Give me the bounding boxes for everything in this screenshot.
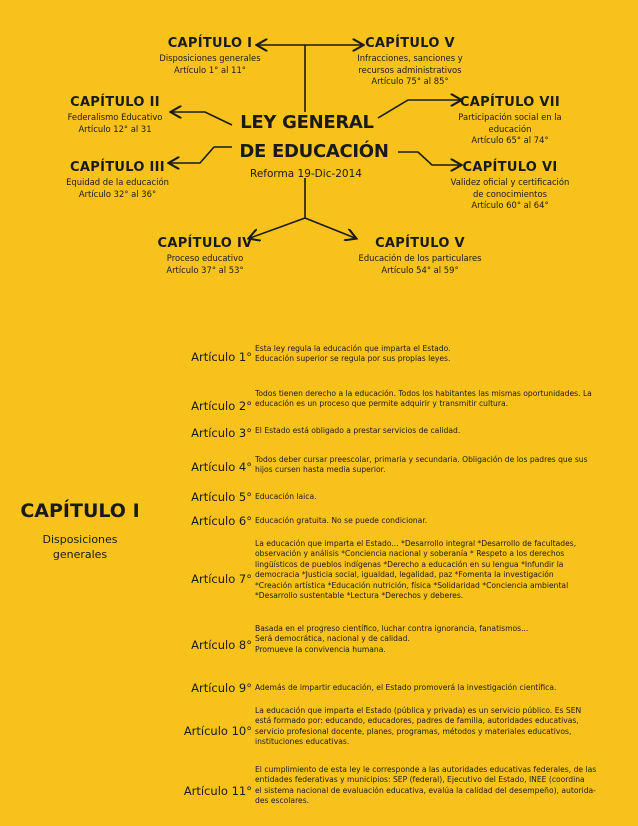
article-line: hijos cursen hasta media superior. bbox=[255, 465, 386, 475]
node-desc: Artículo 37° al 53° bbox=[166, 264, 244, 275]
article-label: Artículo 4° bbox=[191, 460, 252, 474]
node-desc: de conocimientos bbox=[473, 188, 547, 199]
center-title-line2: DE EDUCACIÓN bbox=[239, 141, 389, 162]
article-line: el sistema nacional de evaluación educativa, evalúa la calidad del desempeño), autorida- bbox=[255, 785, 596, 795]
node-desc: Artículo 32° al 36° bbox=[78, 188, 157, 199]
article-line: Todos deber cursar preescolar, primaria y secundaria. Obligación de los padres que sus bbox=[255, 455, 588, 464]
node-cap2 bbox=[55, 95, 175, 135]
article-line: des escolares. bbox=[255, 796, 310, 806]
article-line: La educación que imparta el Estado... *Desarrollo integral *Desarrollo de facultades, bbox=[255, 539, 577, 548]
article-label: Artículo 8° bbox=[191, 638, 252, 652]
arrow-cap5-bottom bbox=[305, 218, 355, 238]
side-chapter bbox=[18, 500, 142, 562]
side-desc-line1: Disposiciones bbox=[42, 533, 118, 546]
arrow-cap2 bbox=[172, 112, 232, 125]
side-desc-line2: generales bbox=[52, 548, 108, 561]
article-label: Artículo 7° bbox=[191, 572, 252, 586]
node-cap6 bbox=[440, 160, 580, 212]
article-text bbox=[255, 624, 610, 655]
node-desc: Artículo 65° al 74° bbox=[471, 135, 549, 145]
article-line: observación y análisis *Conciencia nacional y soberanía * Respeto a los derechos bbox=[255, 549, 565, 559]
article-line: *Creación artística *Educación nutrición, física *Solidaridad *Conciencia ambiental bbox=[255, 580, 569, 590]
article-label: Artículo 11° bbox=[183, 784, 252, 798]
node-desc: Disposiciones generales bbox=[159, 53, 261, 63]
node-title: CAPÍTULO VI bbox=[462, 160, 558, 175]
node-title: CAPÍTULO II bbox=[70, 95, 160, 110]
article-line: lingüísticos de pueblos indígenas *Derecho a educación en su lengua *Infundir la bbox=[255, 559, 564, 569]
article-line: El Estado está obligado a prestar servicios de calidad. bbox=[255, 426, 461, 435]
node-desc: Validez oficial y certificación bbox=[450, 177, 570, 187]
article-line: educación es un proceso que permite adquirir y transmitir cultura. bbox=[255, 399, 509, 409]
node-desc: Artículo 75° al 85° bbox=[371, 76, 449, 86]
node-title: CAPÍTULO III bbox=[70, 160, 165, 175]
node-desc: recursos administrativos bbox=[358, 64, 462, 75]
article-line: servicio profesional docente, planes, programas, métodos y materiales educativos, bbox=[255, 726, 572, 736]
article-line: Promueve la convivencia humana. bbox=[255, 644, 386, 654]
article-line: Basada en el progreso científico, luchar contra ignorancia, fanatismos... bbox=[255, 624, 529, 633]
article-line: El cumplimiento de esta ley le corresponde a las autoridades educativas federales, de las bbox=[255, 765, 597, 774]
node-desc: Artículo 54° al 59° bbox=[381, 264, 459, 275]
article-label: Artículo 1° bbox=[191, 350, 252, 364]
node-desc: Proceso educativo bbox=[166, 253, 244, 263]
article-line: Educación superior se regula por sus propias leyes. bbox=[255, 354, 451, 364]
article-line: instituciones educativas. bbox=[255, 737, 350, 747]
article-label: Artículo 6° bbox=[191, 514, 252, 528]
reforma-date: Reforma 19-Dic-2014 bbox=[250, 168, 362, 180]
node-title: CAPÍTULO I bbox=[167, 36, 253, 51]
article-line: Esta ley regula la educación que imparta el Estado. bbox=[255, 344, 451, 353]
node-desc: Artículo 60° al 64° bbox=[471, 200, 549, 210]
node-cap5-bottom bbox=[345, 236, 495, 276]
article-text bbox=[255, 344, 610, 365]
arrow-cap4 bbox=[250, 218, 305, 238]
node-cap7 bbox=[445, 95, 575, 147]
center-node bbox=[232, 112, 382, 133]
center-title-line1: LEY GENERAL bbox=[240, 112, 374, 133]
node-desc: Participación social en la bbox=[458, 112, 562, 122]
node-cap5-top bbox=[345, 36, 475, 88]
article-line: Educación gratuita. No se puede condicionar. bbox=[255, 516, 428, 525]
article-text bbox=[255, 455, 610, 476]
article-text bbox=[255, 706, 610, 748]
article-text bbox=[255, 492, 610, 502]
article-line: democracia *Justicia social, igualdad, legalidad, paz *Fomenta la investigación bbox=[255, 570, 554, 580]
article-line: está formado por: educando, educadores, padres de familia, autoridades educativas, bbox=[255, 716, 579, 726]
node-desc: educación bbox=[488, 123, 532, 134]
center-node-line2 bbox=[228, 141, 400, 162]
article-line: entidades federativas y municipios: SEP (federal), Ejecutivo del Estado, INEE (coordina bbox=[255, 775, 585, 785]
node-cap1 bbox=[140, 36, 280, 76]
article-line: Todos tienen derecho a la educación. Todos los habitantes las mismas oportunidades. La bbox=[255, 389, 592, 398]
article-label: Artículo 3° bbox=[191, 426, 252, 440]
article-text bbox=[255, 516, 610, 526]
node-desc: Equidad de la educación bbox=[66, 177, 169, 187]
node-cap3 bbox=[55, 160, 180, 200]
article-line: *Desarrollo sustentable *Lectura *Derechos y deberes. bbox=[255, 591, 464, 601]
article-line: Será democrática, nacional y de calidad. bbox=[255, 634, 410, 644]
article-text bbox=[255, 683, 610, 693]
node-title: CAPÍTULO V bbox=[375, 236, 465, 251]
article-label: Artículo 5° bbox=[191, 490, 252, 504]
article-label: Artículo 2° bbox=[191, 399, 252, 413]
article-label: Artículo 10° bbox=[183, 724, 252, 738]
article-text bbox=[255, 539, 610, 601]
node-title: CAPÍTULO V bbox=[365, 36, 455, 51]
article-text bbox=[255, 426, 610, 436]
node-desc: Federalismo Educativo bbox=[67, 112, 163, 122]
article-line: Además de impartir educación, el Estado promoverá la investigación científica. bbox=[255, 683, 557, 692]
article-label: Artículo 9° bbox=[191, 681, 252, 695]
node-cap4 bbox=[140, 236, 270, 276]
node-desc: Artículo 12° al 31 bbox=[78, 123, 152, 134]
side-title: CAPÍTULO I bbox=[20, 500, 140, 522]
node-title: CAPÍTULO IV bbox=[157, 236, 253, 251]
article-line: Educación laica. bbox=[255, 492, 317, 501]
node-desc: Educación de los particulares bbox=[358, 253, 482, 263]
node-title: CAPÍTULO VII bbox=[459, 95, 561, 110]
article-line: La educación que imparta el Estado (pública y privada) es un servicio público. Es SEN bbox=[255, 706, 582, 715]
article-text bbox=[255, 389, 610, 410]
node-desc: Infracciones, sanciones y bbox=[357, 53, 463, 63]
article-text bbox=[255, 765, 610, 807]
node-desc: Artículo 1° al 11° bbox=[174, 64, 246, 75]
